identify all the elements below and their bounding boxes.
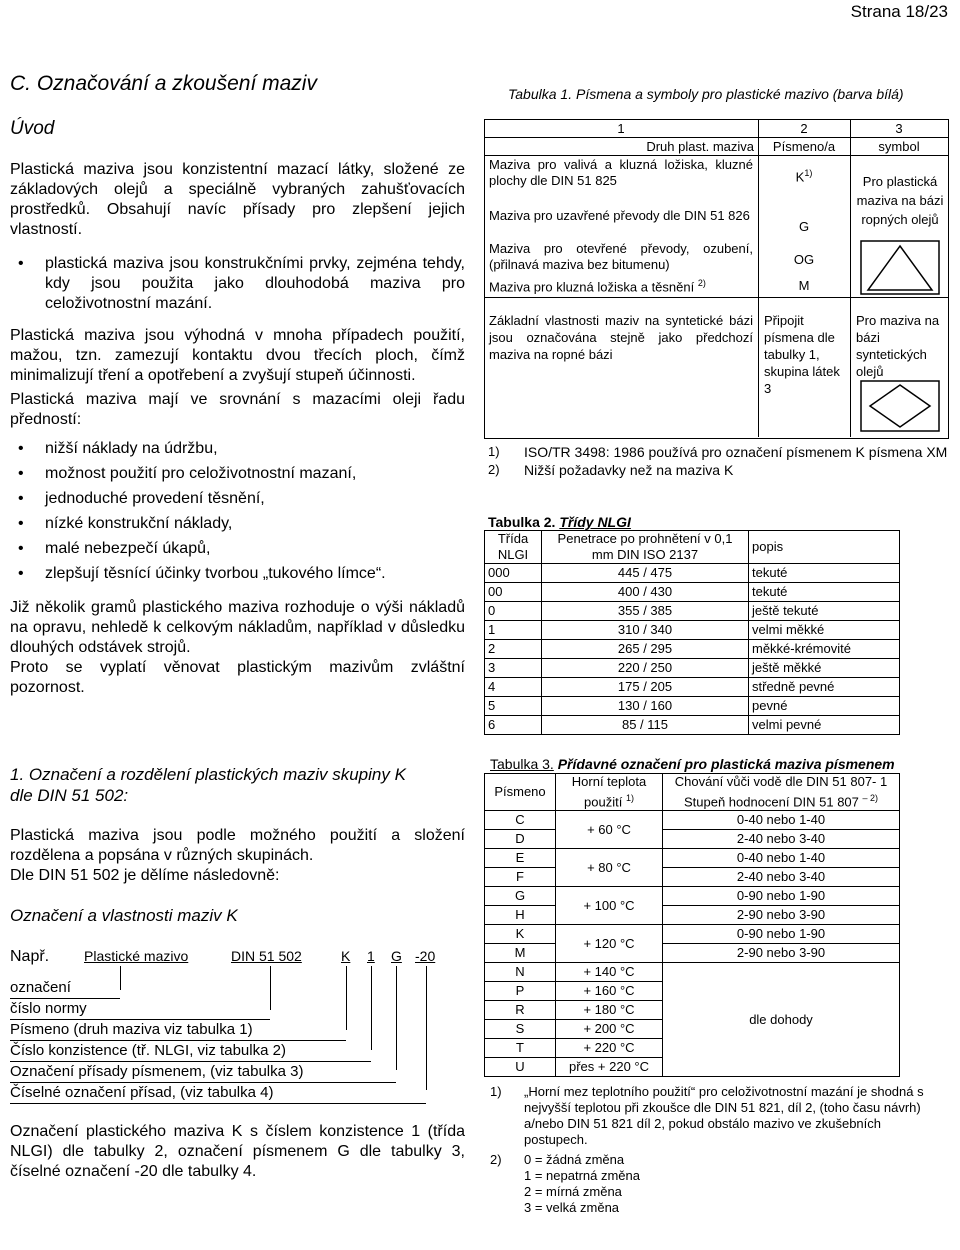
legend-item: Písmeno (druh maziva viz tabulka 1) (10, 1020, 346, 1041)
list-item: 1 = nepatrná změna (524, 1168, 640, 1183)
table3-cell-letter: F (485, 868, 556, 887)
example-part-5: G (391, 948, 402, 964)
table-row (485, 887, 900, 906)
footnote-mark: 1) (490, 1084, 502, 1099)
table3-cell-agreement: dle dohody (663, 963, 900, 1077)
list-item: • nízké konstrukční náklady, (10, 511, 465, 536)
table2-header-pen: Penetrace po prohnětení v 0,1 mm DIN ISO 2137 (542, 531, 749, 564)
footnote-text: „Horní mez teplotního použití“ pro celoživotnostní mazání je shodná s nejvyšší teplotou při zkoušce dle DIN 51 821, díl 2, (toho času návrh) a/nebo DIN 51 821 díl 2, pokud obstálo mazivo ve zkušebních postupech. (524, 1084, 924, 1147)
table3-cell-water: 0-90 nebo 1-90 (663, 887, 900, 906)
list-item: • zlepšují těsnící účinky tvorbou „tukového límce“. (10, 561, 465, 586)
example-part-2: DIN 51 502 (231, 948, 302, 964)
table-row (485, 602, 900, 621)
table3-cell-temp: + 220 °C (556, 1039, 663, 1058)
legend-item: Číslo konzistence (tř. NLGI, viz tabulka 2) (10, 1041, 371, 1062)
footnote-mark: 1) (625, 793, 634, 803)
legend-item: označení (10, 978, 120, 999)
table3-cell-letter: T (485, 1039, 556, 1058)
section-title: C. Označování a zkoušení maziv (10, 72, 317, 95)
table3 (484, 773, 900, 1077)
table-row (485, 678, 900, 697)
footnote-mark: 1) (804, 168, 813, 178)
triangle-symbol-icon (860, 240, 940, 295)
table2-cell-pen: 130 / 160 (542, 697, 749, 716)
table3-cell-letter: E (485, 849, 556, 868)
table2-cell-pen: 400 / 430 (542, 583, 749, 602)
table1-rule (484, 297, 949, 298)
list-item: • plastická maziva jsou konstrukčními prvky, zejména tehdy, kdy jsou použita jako dlouhodobá maziva pro celoživotnostní mazání. (10, 254, 465, 314)
table2-cell-desc: tekuté (749, 564, 900, 583)
list-item: • nižší náklady na údržbu, (10, 436, 465, 461)
table2 (484, 530, 900, 735)
caption-text: Přídavné označení pro plastická maziva písmenem (557, 756, 895, 772)
footnote-mark: 1) (488, 444, 500, 459)
table-row (485, 640, 900, 659)
table3-cell-letter: U (485, 1058, 556, 1077)
type-text: Maziva pro kluzná ložiska a těsnění (489, 279, 695, 295)
section1-paragraph-2: Dle DIN 51 502 je dělíme následovně: (10, 867, 280, 884)
letter: K (795, 169, 805, 185)
table1-rule (484, 137, 949, 138)
table3-cell-water: 2-90 nebo 3-90 (663, 944, 900, 963)
table2-cell-class: 1 (485, 621, 542, 640)
table1-header-letter: Písmeno/a (772, 139, 836, 154)
legend-item: číslo normy (10, 999, 270, 1020)
footnote (490, 1152, 940, 1216)
footnote (488, 444, 948, 460)
table3-cell-temp: + 200 °C (556, 1020, 663, 1039)
table1-rule (484, 155, 949, 156)
legend-item: Číselné označení přísad, (viz tabulka 4) (10, 1083, 426, 1104)
table3-cell-temp: + 140 °C (556, 963, 663, 982)
table1-row-2-type: Maziva pro uzavřené převody dle DIN 51 826 (489, 208, 750, 223)
table2-cell-class: 5 (485, 697, 542, 716)
table3-cell-water: 2-90 nebo 3-90 (663, 906, 900, 925)
table1-colnum-2: 2 (800, 121, 808, 136)
example-part-6: -20 (415, 948, 436, 964)
advantages-list (10, 436, 465, 586)
table2-cell-desc: tekuté (749, 583, 900, 602)
footnote-mark: 2) (490, 1152, 502, 1167)
table2-cell-desc: velmi pevné (749, 716, 900, 735)
table-row (485, 925, 900, 944)
table1-symbol-mineral: Pro plastická maziva na bázi ropných olejů (856, 174, 944, 227)
table3-cell-letter: C (485, 811, 556, 830)
table1-header-type: Druh plast. maziva (646, 139, 754, 154)
footnote (488, 462, 948, 478)
section1-body (10, 826, 465, 886)
table-row (485, 830, 900, 849)
table3-cell-water: 0-90 nebo 1-90 (663, 925, 900, 944)
table3-cell-letter: S (485, 1020, 556, 1039)
table-row (485, 564, 900, 583)
intro-heading: Úvod (10, 118, 55, 139)
footnote-mark: – 2) (862, 793, 879, 803)
table3-cell-temp: přes + 220 °C (556, 1058, 663, 1077)
intro-paragraph-5: Proto se vyplatí věnovat plastickým mazivům zvláštní pozornost. (10, 659, 465, 696)
table-row (485, 944, 900, 963)
section1-closing: Označení plastického maziva K s číslem konzistence 1 (třída NLGI) dle tabulky 2, označení písmenem G dle tabulky 3, číselné označení -20 dle tabulky 4. (10, 1123, 465, 1180)
legend-item: Označení přísady písmenem, (viz tabulka 3) (10, 1062, 396, 1083)
table3-cell-water: 0-40 nebo 1-40 (663, 849, 900, 868)
table3-cell-water: 0-40 nebo 1-40 (663, 811, 900, 830)
table1-rule (850, 119, 851, 437)
table2-cell-pen: 265 / 295 (542, 640, 749, 659)
designation-legend (10, 978, 426, 1104)
footnote-text: Nižší požadavky než na maziva K (524, 462, 734, 478)
table-row (485, 963, 900, 982)
caption-label: Tabulka 2. (488, 514, 556, 530)
table3-cell-temp: + 60 °C (556, 811, 663, 849)
table2-cell-class: 2 (485, 640, 542, 659)
table1-footnotes (488, 444, 948, 478)
table2-cell-class: 3 (485, 659, 542, 678)
table1-symbol-synthetic: Pro maziva na bázi syntetických olejů (856, 313, 940, 379)
table3-cell-temp: + 120 °C (556, 925, 663, 963)
table1-row-3-letter: OG (793, 252, 815, 267)
table-row (485, 659, 900, 678)
table-row (485, 697, 900, 716)
table2-cell-class: 4 (485, 678, 542, 697)
table-row (485, 868, 900, 887)
table3-cell-temp: + 80 °C (556, 849, 663, 887)
example-part-3: K (341, 948, 351, 964)
table2-cell-pen: 355 / 385 (542, 602, 749, 621)
table1-caption-text: Tabulka 1. Písmena a symboly pro plastické mazivo (barva bílá) (508, 86, 904, 102)
section1-title: 1. Označení a rozdělení plastických maziv skupiny K dle DIN 51 502: (10, 765, 406, 805)
table3-header-water (663, 774, 900, 811)
table3-cell-water: 2-40 nebo 3-40 (663, 868, 900, 887)
table1-caption (508, 86, 948, 103)
table2-cell-pen: 85 / 115 (542, 716, 749, 735)
table-row (485, 716, 900, 735)
intro-paragraph-4: Již několik gramů plastického maziva rozhoduje o výši nákladů na opravu, nehledě k celkovým nákladům, například v důsledku dlouhých odstávek strojů. (10, 599, 465, 656)
section1-paragraph-1: Plastická maziva jsou podle možného použití a složení rozdělena a popsána v různých skupinách. (10, 827, 465, 864)
table1-row-4-letter: M (798, 278, 810, 293)
table2-caption (488, 514, 631, 530)
caption-text: Třídy NLGI (559, 514, 631, 530)
table2-cell-class: 6 (485, 716, 542, 735)
footnote-text: ISO/TR 3498: 1986 používá pro označení písmenem K písmena XM (524, 444, 948, 460)
table2-cell-pen: 445 / 475 (542, 564, 749, 583)
table3-cell-letter: K (485, 925, 556, 944)
footnote-text (524, 1152, 640, 1216)
table1-row-1-letter (758, 168, 850, 184)
table1-colnum-1: 1 (617, 121, 625, 136)
table2-cell-class: 00 (485, 583, 542, 602)
list-item: 0 = žádná změna (524, 1152, 625, 1167)
table3-cell-letter: M (485, 944, 556, 963)
table3-header-temp (556, 774, 663, 811)
intro-body (10, 160, 465, 698)
list-item: • možnost použití pro celoživotnostní mazaní, (10, 461, 465, 486)
example-part-4: 1 (367, 948, 375, 964)
table3-footnotes (490, 1084, 940, 1216)
table1-header-symbol: symbol (878, 139, 920, 154)
example-part-1: Plastické mazivo (84, 948, 189, 964)
header-text: Horní teplota použití (571, 774, 647, 810)
intro-paragraph-1: Plastická maziva jsou konzistentní mazací látky, složené ze základových olejů a speciálně vybraných zahušťovacích prostředků. Obsahují navíc přísady pro zlepšení jejich vlastností. (10, 161, 465, 238)
table3-cell-temp: + 160 °C (556, 982, 663, 1001)
list-item: • malé nebezpečí úkapů, (10, 536, 465, 561)
table3-cell-letter: N (485, 963, 556, 982)
legend-connector (426, 966, 428, 1090)
page-number: Strana 18/23 (850, 2, 948, 21)
intro-paragraph-3: Plastická maziva mají ve srovnání s mazacími oleji řadu předností: (10, 391, 465, 428)
list-item: 3 = velká změna (524, 1200, 620, 1215)
table-row (485, 906, 900, 925)
table3-cell-letter: D (485, 830, 556, 849)
table2-cell-pen: 175 / 205 (542, 678, 749, 697)
table3-cell-letter: R (485, 1001, 556, 1020)
footnote-mark: 2) (488, 462, 500, 477)
section1-subheading: Označení a vlastnosti maziv K (10, 906, 238, 925)
table1-row-4-type (489, 278, 753, 294)
table2-cell-desc: středně pevné (749, 678, 900, 697)
table1-row-3-type: Maziva pro otevřené převody, ozubení, (přilnavá maziva bez bitumenu) (489, 241, 753, 272)
list-item: 2 = mírná změna (524, 1184, 622, 1199)
caption-label: Tabulka 3. (490, 756, 554, 772)
table3-caption (490, 756, 895, 772)
table3-cell-temp: + 100 °C (556, 887, 663, 925)
diamond-symbol-icon (860, 380, 940, 432)
table2-cell-desc: velmi měkké (749, 621, 900, 640)
table2-cell-desc: ještě tekuté (749, 602, 900, 621)
table1-row-1-type: Maziva pro valivá a kluzná ložiska, kluzné plochy dle DIN 51 825 (489, 157, 753, 188)
table2-cell-desc: měkké-krémovité (749, 640, 900, 659)
table3-cell-water: 2-40 nebo 3-40 (663, 830, 900, 849)
table2-header-desc: popis (749, 531, 900, 564)
example-label: Např. (10, 948, 50, 965)
table1-colnum-3: 3 (895, 121, 903, 136)
table3-cell-letter: H (485, 906, 556, 925)
intro-paragraph-2: Plastická maziva jsou výhodná v mnoha případech použití, mažou, tzn. zamezují kontaktu dvou třecích ploch, čímž minimalizují tření a opotřebení a zvyšují stupeň účinnosti. (10, 327, 465, 384)
table2-cell-desc: ještě měkké (749, 659, 900, 678)
table2-cell-pen: 220 / 250 (542, 659, 749, 678)
intro-bullets (10, 254, 465, 314)
table3-header-letter: Písmeno (485, 774, 556, 811)
table-row (485, 621, 900, 640)
table1-synthetic-desc: Základní vlastnosti maziv na syntetické bázi jsou označována stejně jako předchozí maziva na ropné bázi (489, 313, 753, 362)
table3-cell-letter: P (485, 982, 556, 1001)
table2-cell-desc: pevné (749, 697, 900, 716)
table3-cell-letter: G (485, 887, 556, 906)
footnote (490, 1084, 940, 1148)
table-row (485, 849, 900, 868)
list-item: • jednoduché provedení těsnění, (10, 486, 465, 511)
footnote-mark: 2) (697, 278, 706, 288)
table2-cell-class: 0 (485, 602, 542, 621)
table2-header-class: Třída NLGI (485, 531, 542, 564)
table-row (485, 811, 900, 830)
table2-cell-pen: 310 / 340 (542, 621, 749, 640)
table2-cell-class: 000 (485, 564, 542, 583)
table1-synthetic-letters: Připojit písmena dle tabulky 1, skupina látek 3 (764, 313, 840, 396)
table-row (485, 583, 900, 602)
table3-cell-temp: + 180 °C (556, 1001, 663, 1020)
table1-row-2-letter: G (798, 219, 810, 234)
header-text: Chování vůči vodě dle DIN 51 807- 1 Stupeň hodnocení DIN 51 807 (674, 774, 888, 810)
